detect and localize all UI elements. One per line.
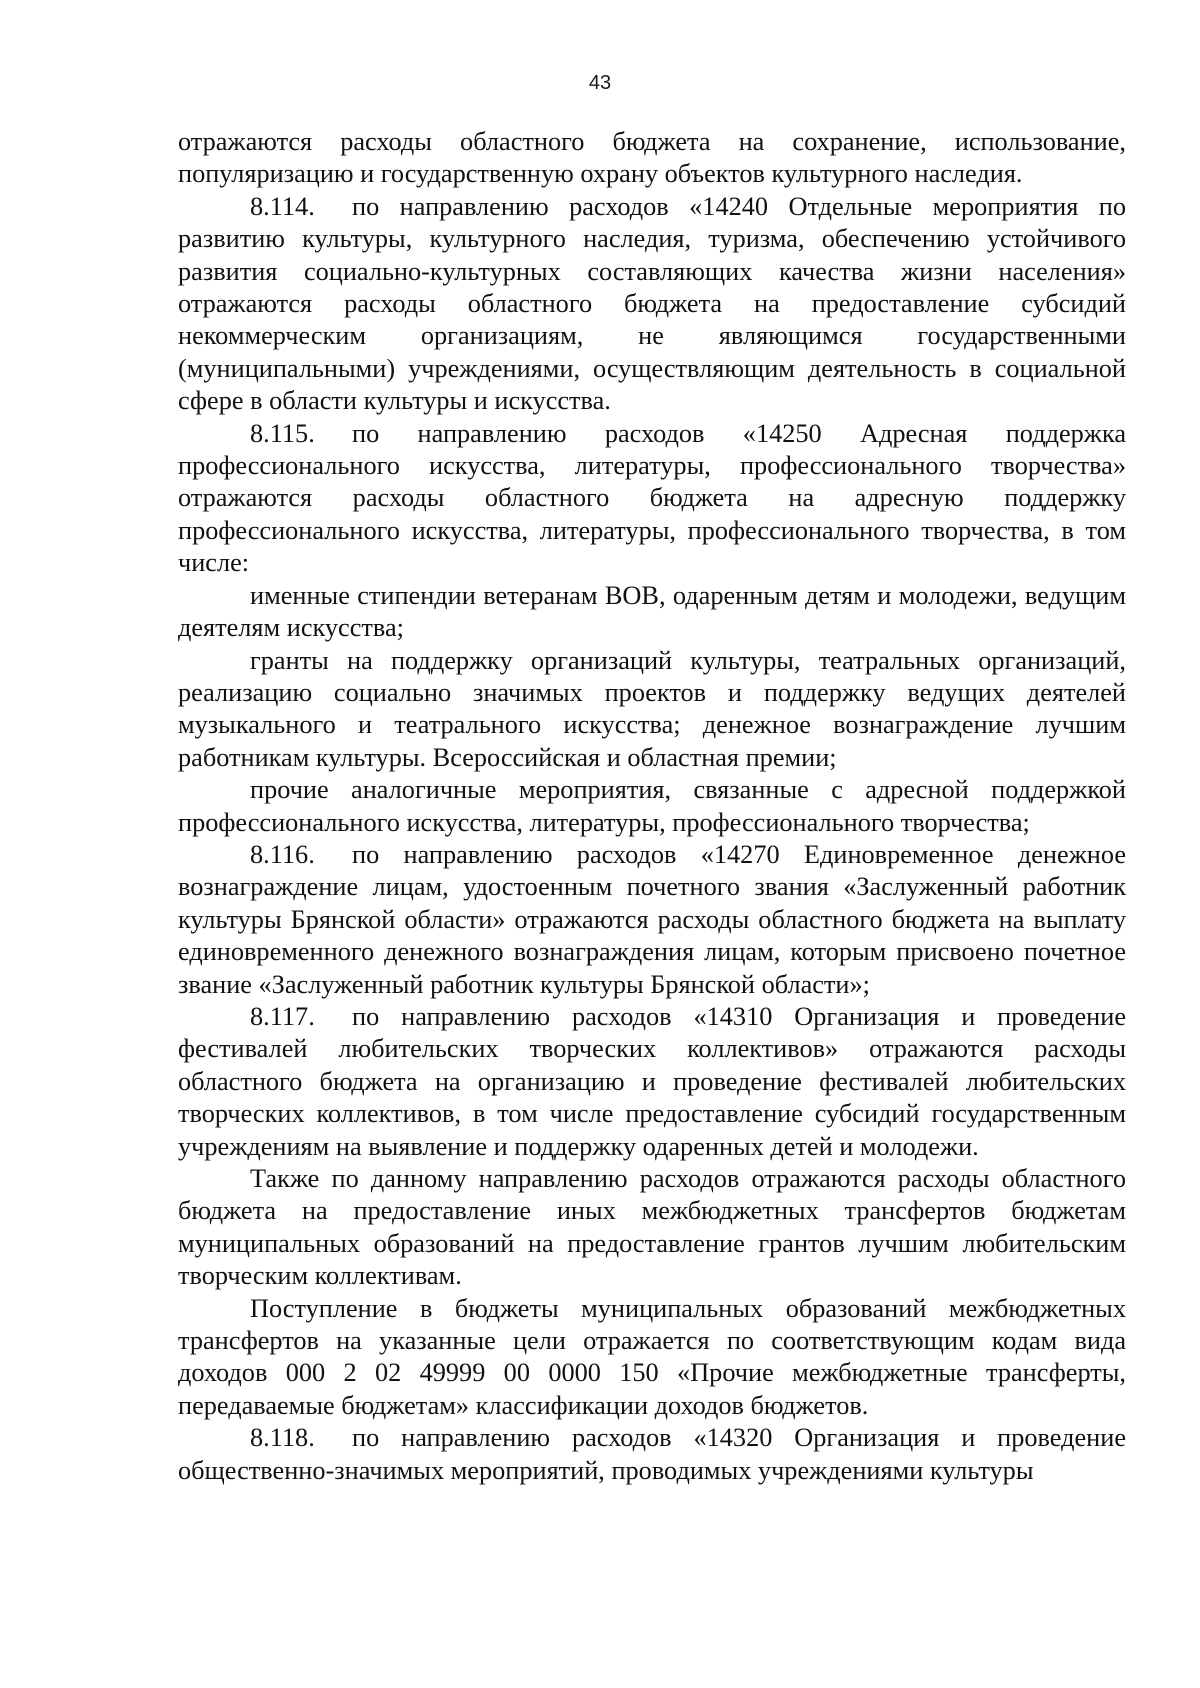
paragraph-8-116 bbox=[178, 839, 1126, 1001]
paragraph-text: гранты на поддержку организаций культуры, театральных организаций, реализацию социально значимых проектов и поддержку ведущих деятелей музыкального и театрального искусства; денежное вознаграждение лучшим работникам культуры. Всероссийская и областная премии; bbox=[178, 645, 1126, 772]
item-number: 8.118. bbox=[250, 1423, 315, 1453]
paragraph-text: по направлению расходов «14320 Организация и проведение общественно-значимых мероприятий, проводимых учреждениями культуры bbox=[178, 1423, 1126, 1485]
paragraph-text: по направлению расходов «14270 Единовременное денежное вознаграждение лицам, удостоенным почетного звания «Заслуженный работник культуры Брянской области» отражаются расходы областного бюджета на выплату единовременного денежного вознаграждения лицам, которым присвоено почетное звание «Заслуженный работник культуры Брянской области»; bbox=[178, 839, 1126, 999]
paragraph-text: по направлению расходов «14250 Адресная поддержка профессионального искусства, литературы, профессионального творчества» отражаются расходы областного бюджета на адресную поддержку профессионального искусства, литературы, профессионального творчества, в том числе: bbox=[178, 418, 1126, 578]
item-number: 8.117. bbox=[250, 1001, 315, 1031]
paragraph bbox=[178, 1163, 1126, 1293]
paragraph bbox=[178, 126, 1126, 191]
paragraph-text: по направлению расходов «14310 Организация и проведение фестивалей любительских творческих коллективов» отражаются расходы областного бюджета на организацию и проведение фестивалей любительских творческих коллективов, в том числе предоставление субсидий государственным учреждениям на выявление и поддержку одаренных детей и молодежи. bbox=[178, 1001, 1126, 1161]
paragraph-text: именные стипендии ветеранам ВОВ, одаренным детям и молодежи, ведущим деятелям искусства; bbox=[178, 580, 1126, 643]
paragraph bbox=[178, 774, 1126, 839]
paragraph bbox=[178, 645, 1126, 775]
paragraph-8-118 bbox=[178, 1422, 1126, 1487]
paragraph-text: прочие аналогичные мероприятия, связанные с адресной поддержкой профессионального искусства, литературы, профессионального творчества; bbox=[178, 775, 1126, 837]
paragraph-8-114 bbox=[178, 191, 1126, 418]
paragraph bbox=[178, 580, 1126, 645]
item-number: 8.115. bbox=[250, 418, 315, 448]
item-number: 8.116. bbox=[250, 839, 315, 869]
paragraph-text: по направлению расходов «14240 Отдельные мероприятия по развитию культуры, культурного наследия, туризма, обеспечению устойчивого развития социально-культурных составляющих качества жизни населения» отражаются расходы областного бюджета на предоставление субсидий некоммерческим организациям, не являющимся государственными (муниципальными) учреждениями, осуществляющим деятельность в социальной сфере в области культуры и искусства. bbox=[178, 191, 1126, 416]
paragraph bbox=[178, 1293, 1126, 1423]
paragraph-text: Также по данному направлению расходов отражаются расходы областного бюджета на предоставление иных межбюджетных трансфертов бюджетам муниципальных образований на предоставление грантов лучшим любительским творческим коллективам. bbox=[178, 1164, 1126, 1291]
document-body bbox=[178, 126, 1126, 1487]
paragraph-8-115 bbox=[178, 418, 1126, 580]
paragraph-text: отражаются расходы областного бюджета на сохранение, использование, популяризацию и государственную охрану объектов культурного наследия. bbox=[178, 127, 1126, 189]
paragraph-8-117 bbox=[178, 1001, 1126, 1163]
paragraph-text: Поступление в бюджеты муниципальных образований межбюджетных трансфертов на указанные цели отражается по соответствующим кодам вида доходов 000 2 02 49999 00 0000 150 «Прочие межбюджетные трансферты, передаваемые бюджетам» классификации доходов бюджетов. bbox=[178, 1293, 1126, 1420]
item-number: 8.114. bbox=[250, 191, 315, 221]
page-number: 43 bbox=[588, 72, 612, 94]
